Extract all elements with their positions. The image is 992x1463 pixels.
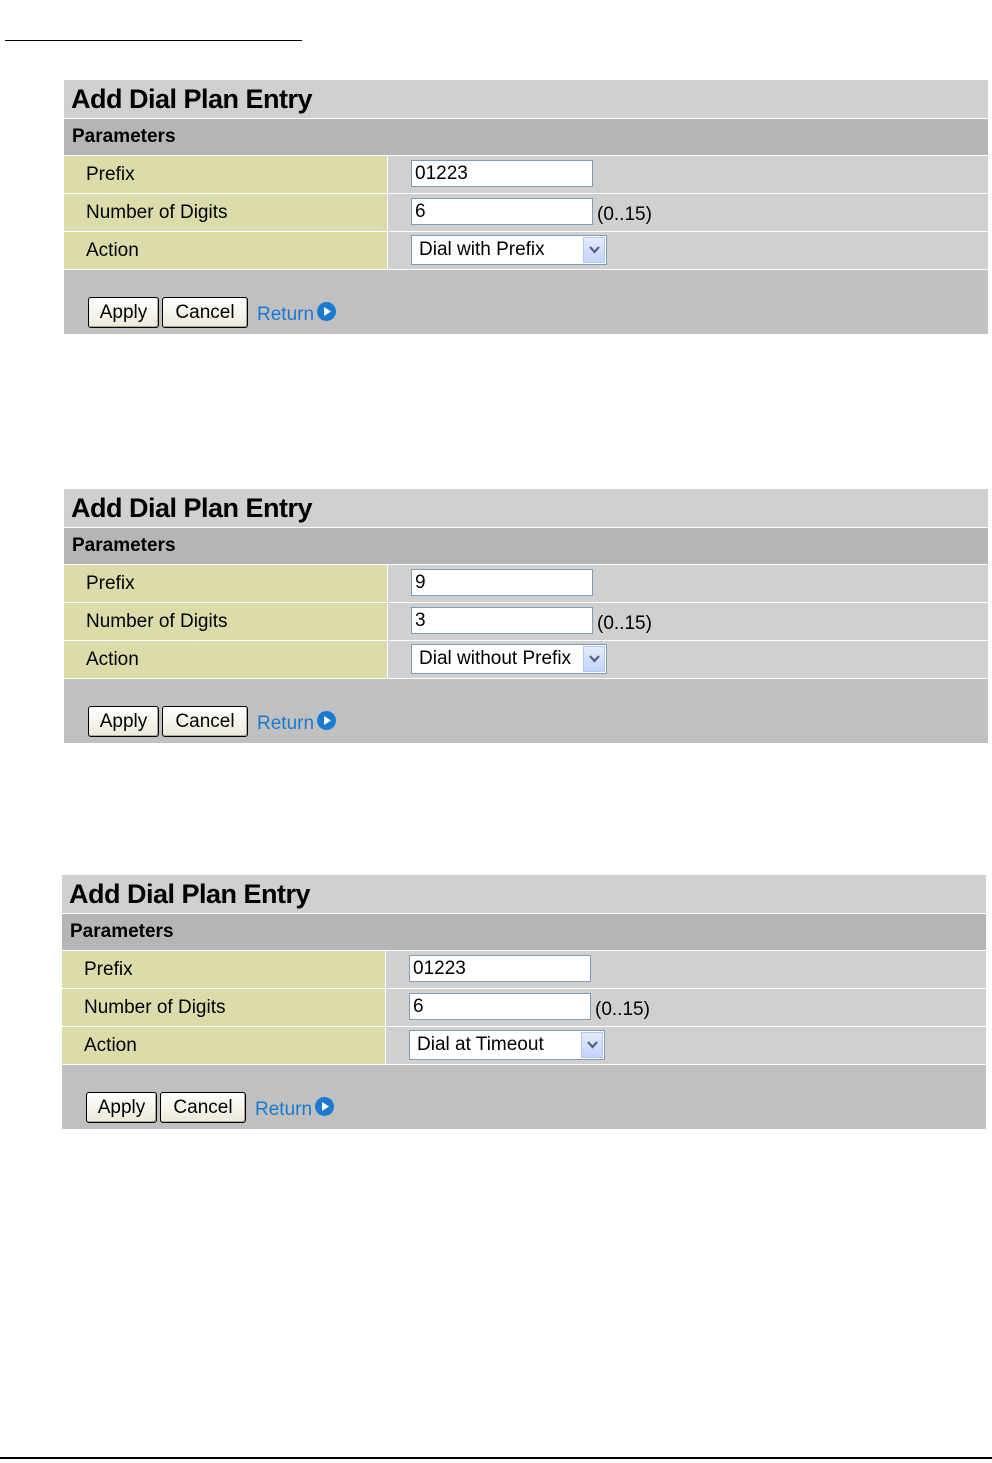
button-bar: [64, 269, 988, 334]
circle-play-icon[interactable]: [314, 1096, 335, 1117]
digits-input[interactable]: 6: [411, 198, 593, 225]
prefix-input[interactable]: 01223: [411, 160, 593, 187]
digits-label: Number of Digits: [64, 603, 388, 640]
cancel-button[interactable]: Cancel: [160, 1092, 246, 1123]
panel-title: Add Dial Plan Entry: [64, 80, 988, 118]
dial-plan-panel-1: [64, 80, 988, 334]
action-select[interactable]: [411, 235, 607, 265]
action-label: Action: [62, 1027, 386, 1064]
digits-label: Number of Digits: [62, 989, 386, 1026]
section-header: Parameters: [64, 527, 988, 564]
prefix-label: Prefix: [62, 951, 386, 988]
action-select-value: Dial with Prefix: [419, 239, 545, 260]
action-row: [64, 640, 988, 678]
cancel-button[interactable]: Cancel: [162, 297, 248, 328]
action-select-value: Dial without Prefix: [419, 648, 572, 669]
digits-row: [64, 602, 988, 640]
circle-play-icon[interactable]: [316, 710, 337, 731]
section-header: Parameters: [64, 118, 988, 155]
top-divider: [5, 40, 302, 41]
chevron-down-icon[interactable]: [581, 1032, 603, 1058]
action-label: Action: [64, 641, 388, 678]
cancel-button[interactable]: Cancel: [162, 706, 248, 737]
prefix-input[interactable]: 01223: [409, 955, 591, 982]
digits-range-hint: (0..15): [595, 999, 650, 1020]
action-select[interactable]: [411, 644, 607, 674]
dial-plan-panel-2: [64, 489, 988, 743]
return-link[interactable]: Return: [257, 304, 315, 325]
action-select-value: Dial at Timeout: [417, 1034, 544, 1055]
apply-button[interactable]: Apply: [88, 297, 159, 328]
circle-play-icon[interactable]: [316, 301, 337, 322]
prefix-label: Prefix: [64, 565, 388, 602]
apply-button[interactable]: Apply: [86, 1092, 157, 1123]
prefix-label: Prefix: [64, 156, 388, 193]
prefix-input[interactable]: 9: [411, 569, 593, 596]
dial-plan-panel-3: [62, 875, 986, 1129]
button-bar: [62, 1064, 986, 1129]
digits-row: [62, 988, 986, 1026]
prefix-row: [64, 564, 988, 602]
prefix-row: [64, 155, 988, 193]
digits-label: Number of Digits: [64, 194, 388, 231]
action-row: [64, 231, 988, 269]
prefix-row: [62, 950, 986, 988]
digits-input[interactable]: 6: [409, 993, 591, 1020]
panel-title: Add Dial Plan Entry: [62, 875, 986, 913]
panel-title: Add Dial Plan Entry: [64, 489, 988, 527]
chevron-down-icon[interactable]: [583, 646, 605, 672]
action-label: Action: [64, 232, 388, 269]
digits-range-hint: (0..15): [597, 204, 652, 225]
digits-input[interactable]: 3: [411, 607, 593, 634]
action-select[interactable]: [409, 1030, 605, 1060]
chevron-down-icon[interactable]: [583, 237, 605, 263]
return-link[interactable]: Return: [255, 1099, 313, 1120]
footer-divider: [0, 1457, 992, 1459]
button-bar: [64, 678, 988, 743]
action-row: [62, 1026, 986, 1064]
section-header: Parameters: [62, 913, 986, 950]
apply-button[interactable]: Apply: [88, 706, 159, 737]
digits-row: [64, 193, 988, 231]
return-link[interactable]: Return: [257, 713, 315, 734]
digits-range-hint: (0..15): [597, 613, 652, 634]
